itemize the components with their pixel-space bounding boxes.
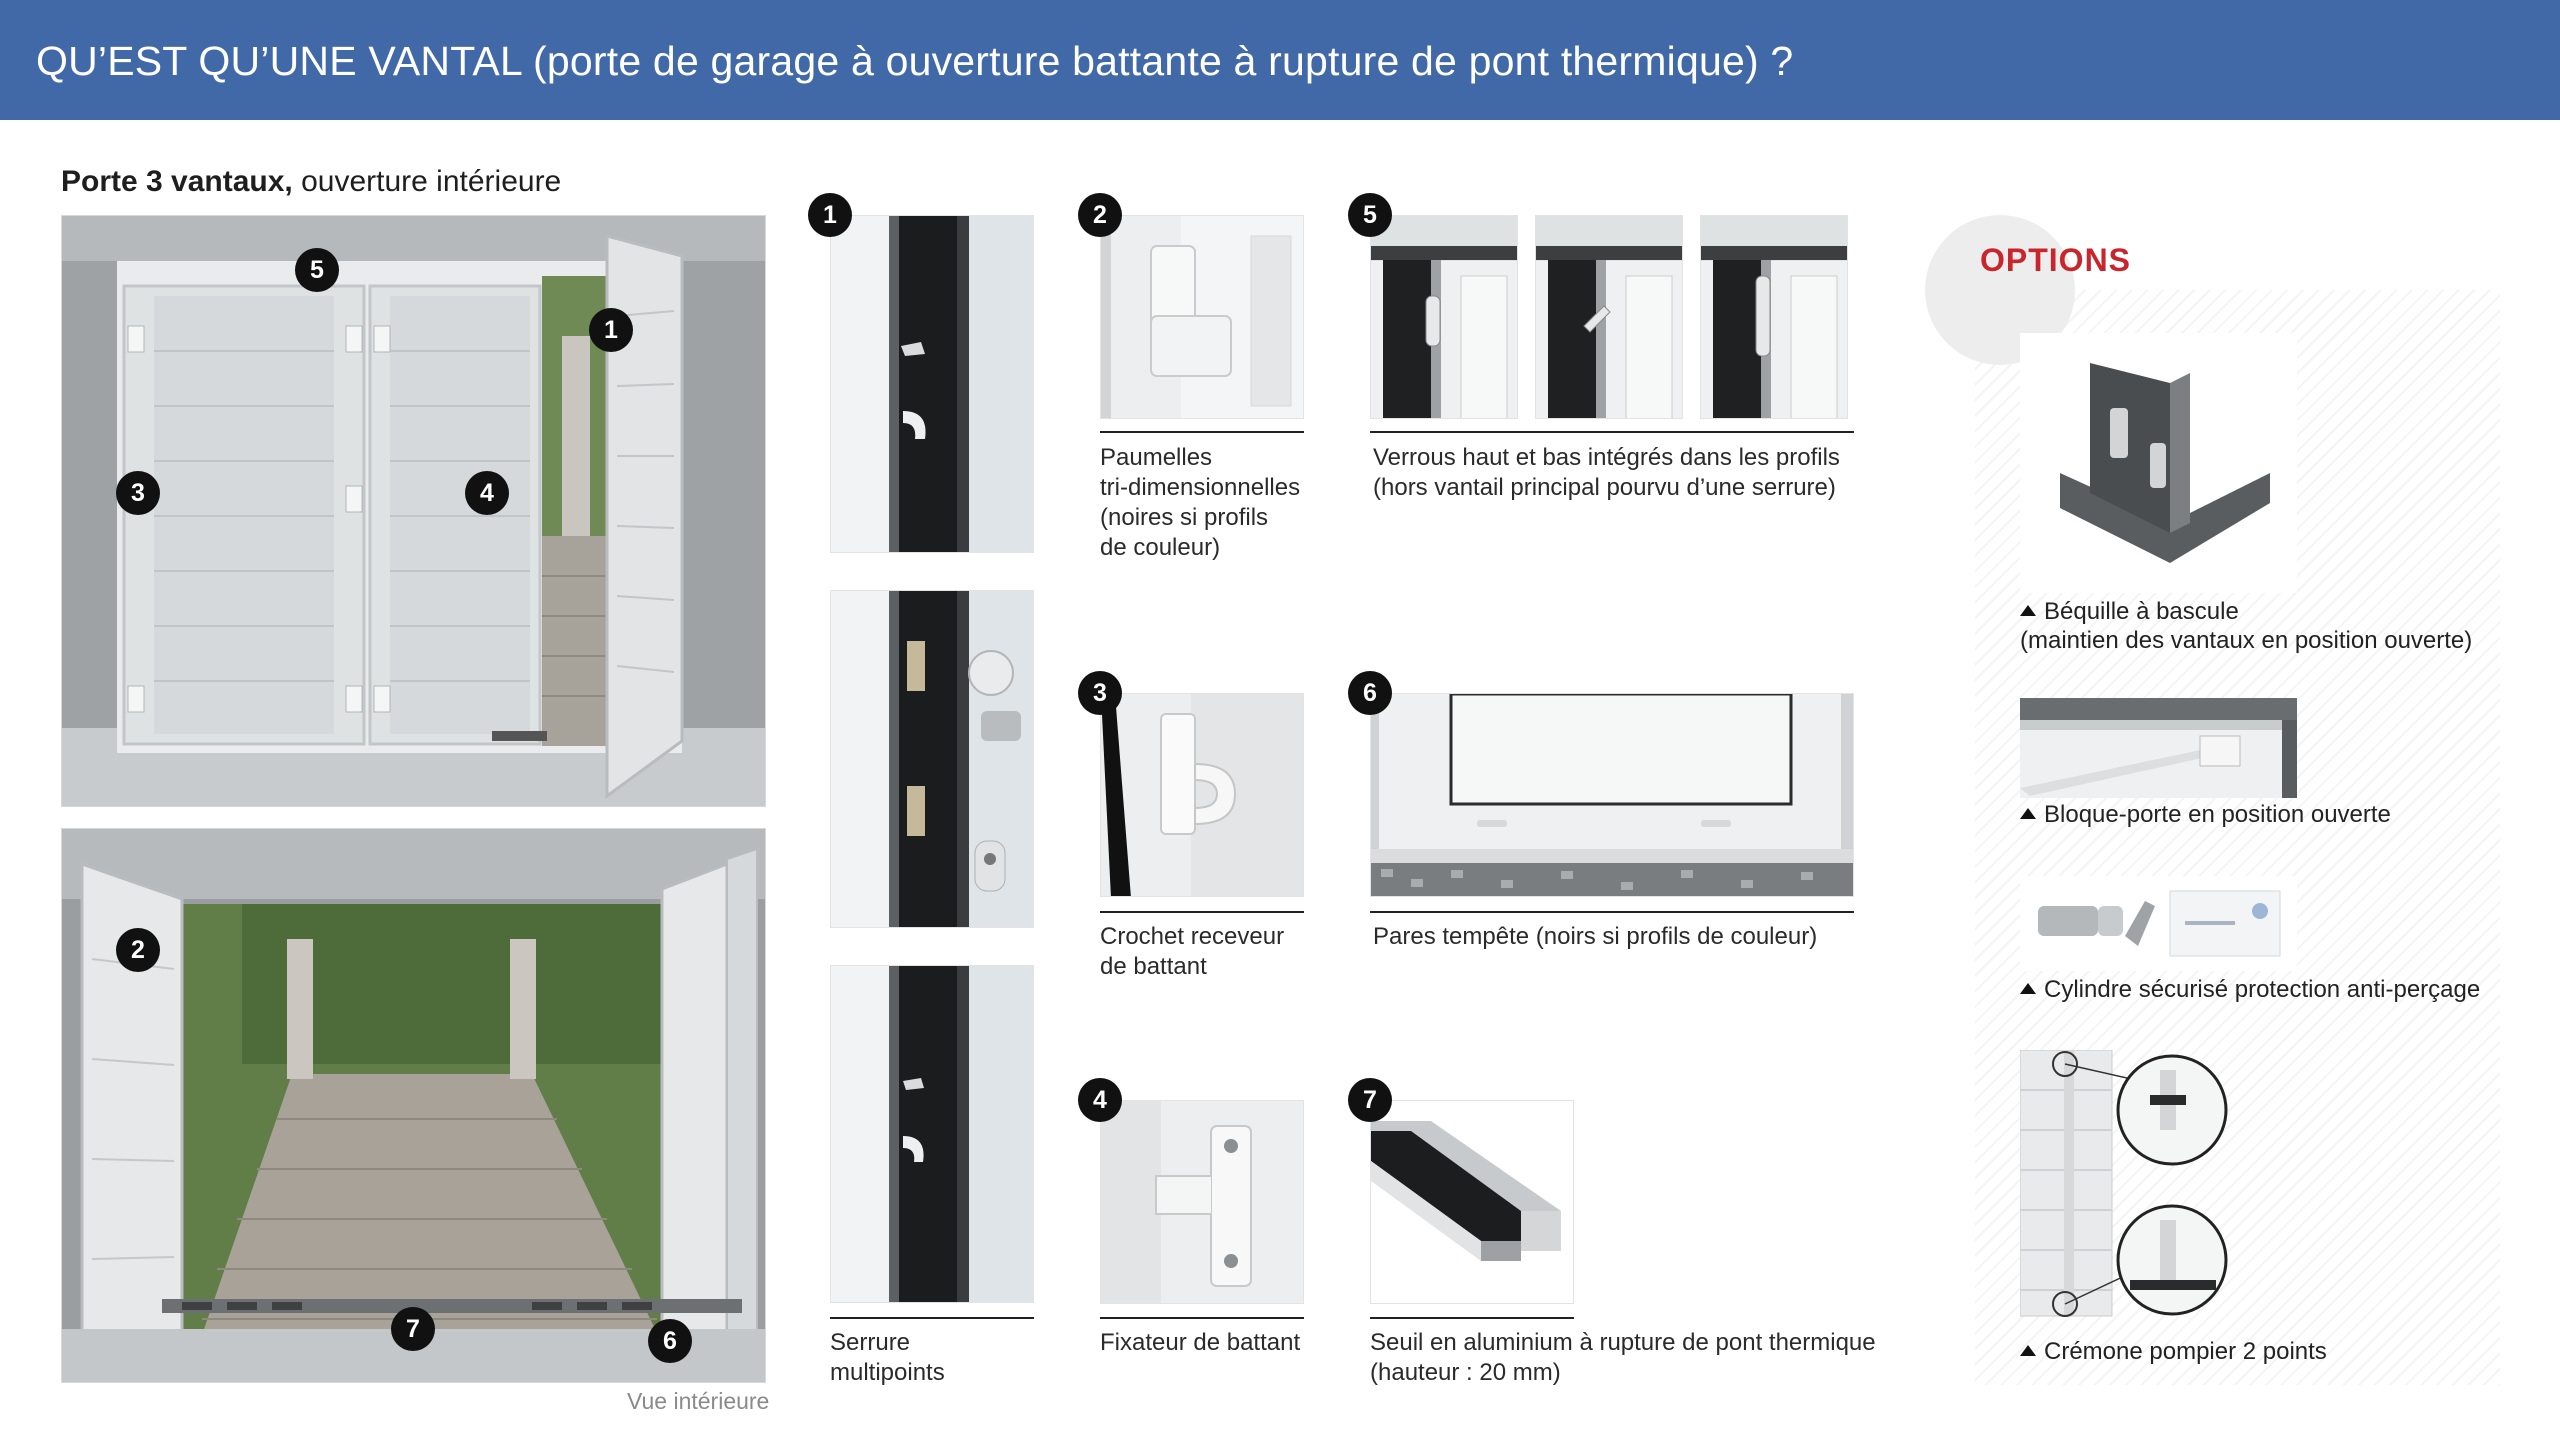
detail-5-badge: 5 [1348, 193, 1392, 237]
detail-5-photo-b [1535, 215, 1683, 419]
detail-3-rule [1100, 911, 1304, 913]
detail-2-caption-line: Paumelles [1100, 444, 1213, 471]
detail-4-caption-line: Fixateur de battant [1100, 1329, 1301, 1356]
detail-6-rule [1370, 911, 1854, 913]
option-3-label: Cylindre sécurisé protection anti-perçage [2044, 976, 2481, 1003]
option-1-caption [2020, 597, 2472, 655]
detail-3-caption-line: de battant [1100, 953, 1207, 980]
detail-1-caption-line: multipoints [830, 1359, 945, 1386]
detail-2-rule [1100, 431, 1304, 433]
detail-5-caption-line: (hors vantail principal pourvu d’une serrure) [1373, 474, 1836, 501]
detail-6-caption [1373, 922, 1817, 952]
detail-2-caption-line: de couleur) [1100, 534, 1221, 561]
detail-2-badge: 2 [1078, 193, 1122, 237]
option-2-photo [2020, 698, 2297, 798]
option-1-sublabel: (maintien des vantaux en position ouverte) [2020, 627, 2473, 654]
detail-5-photo-c [1700, 215, 1848, 419]
detail-6-photo [1370, 693, 1854, 897]
detail-4-rule [1100, 1317, 1304, 1319]
detail-5-caption-line: Verrous haut et bas intégrés dans les profils [1373, 444, 1840, 471]
detail-7-caption-line: (hauteur : 20 mm) [1370, 1359, 1561, 1386]
detail-1-caption-line: Serrure [830, 1329, 911, 1356]
page-title: QU’EST QU’UNE VANTAL (porte de garage à ouverture battante à rupture de pont thermique) ? [36, 38, 1794, 84]
option-1-photo [2020, 333, 2297, 593]
option-3-label-row [2020, 975, 2480, 1004]
marker-1: 1 [589, 308, 633, 352]
option-4-photo [2020, 1050, 2230, 1320]
option-2-label: Bloque-porte en position ouverte [2044, 801, 2391, 828]
detail-7-badge: 7 [1348, 1078, 1392, 1122]
triangle-bullet-icon [2020, 808, 2036, 819]
detail-3-caption [1100, 922, 1284, 982]
detail-7-caption-line: Seuil en aluminium à rupture de pont thermique [1370, 1329, 1876, 1356]
marker-2: 2 [116, 928, 160, 972]
door-section-title-rest: ouverture intérieure [292, 165, 562, 198]
door-closed-photo [61, 215, 766, 807]
marker-6: 6 [648, 1319, 692, 1363]
option-4-label-row [2020, 1337, 2327, 1366]
marker-4: 4 [465, 471, 509, 515]
options-title: OPTIONS [1980, 242, 2132, 278]
detail-2-caption-line: (noires si profils [1100, 504, 1269, 531]
detail-5-photo-a [1370, 215, 1518, 419]
option-3-photo [2020, 876, 2297, 971]
detail-2-caption [1100, 443, 1300, 563]
door-section-title [61, 165, 561, 199]
option-1-label: Béquille à bascule [2044, 598, 2239, 625]
marker-7: 7 [391, 1307, 435, 1351]
detail-1-badge: 1 [808, 193, 852, 237]
detail-3-caption-line: Crochet receveur [1100, 923, 1285, 950]
detail-1-photo-c [830, 965, 1034, 1303]
option-1-label-row [2020, 597, 2472, 626]
detail-3-badge: 3 [1078, 671, 1122, 715]
detail-2-caption-line: tri-dimensionnelles [1100, 474, 1301, 501]
marker-3: 3 [116, 471, 160, 515]
detail-1-caption [830, 1328, 945, 1388]
detail-1-photo-a [830, 215, 1034, 553]
detail-4-badge: 4 [1078, 1078, 1122, 1122]
detail-3-photo [1100, 693, 1304, 897]
detail-7-rule [1370, 1317, 1574, 1319]
marker-5: 5 [295, 248, 339, 292]
detail-6-caption-line: Pares tempête (noirs si profils de couleur) [1373, 923, 1818, 950]
option-3-caption [2020, 975, 2480, 1004]
detail-5-rule [1370, 431, 1854, 433]
door-open-photo [61, 828, 766, 1383]
triangle-bullet-icon [2020, 1345, 2036, 1356]
detail-6-badge: 6 [1348, 671, 1392, 715]
detail-2-photo [1100, 215, 1304, 419]
option-4-caption [2020, 1337, 2327, 1366]
detail-5-caption [1373, 443, 1840, 503]
header-bar [0, 0, 2560, 120]
option-4-label: Crémone pompier 2 points [2044, 1338, 2327, 1365]
detail-7-caption [1370, 1328, 1876, 1388]
detail-1-rule [830, 1317, 1034, 1319]
detail-4-photo [1100, 1100, 1304, 1304]
triangle-bullet-icon [2020, 983, 2036, 994]
door-section-title-bold: Porte 3 vantaux, [61, 165, 293, 198]
triangle-bullet-icon [2020, 605, 2036, 616]
option-2-label-row [2020, 800, 2391, 829]
door-photo-footnote: Vue intérieure [627, 1388, 770, 1414]
detail-1-photo-b [830, 590, 1034, 928]
detail-4-caption [1100, 1328, 1300, 1358]
option-2-caption [2020, 800, 2391, 829]
detail-7-photo [1370, 1100, 1574, 1304]
